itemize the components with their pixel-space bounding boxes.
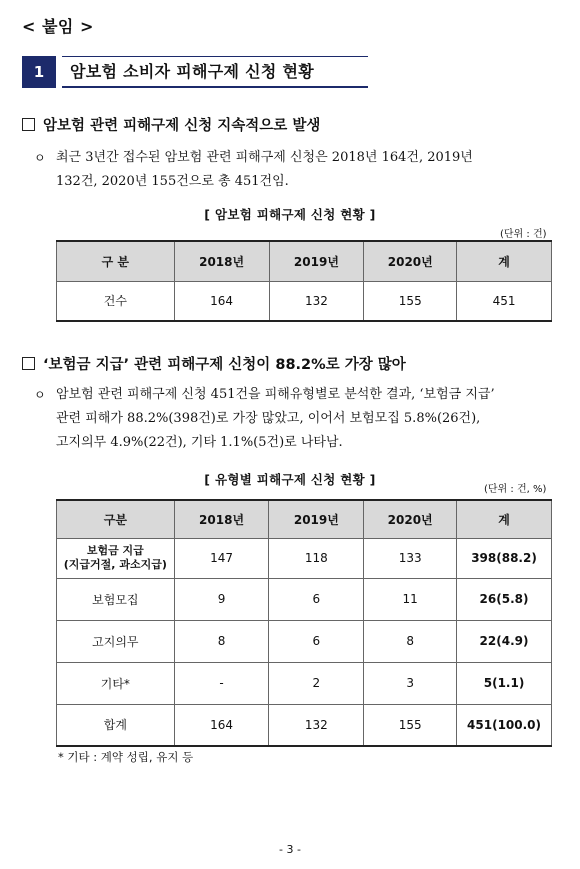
row-label <box>57 538 175 578</box>
table-2-caption: [ 유형별 피해구제 신청 현황 ] <box>204 472 376 487</box>
bullet-icon: ㅇ <box>34 388 46 402</box>
row-label-main: 보험금 지급 <box>86 544 144 557</box>
table-cell: 9 <box>174 578 269 620</box>
table-cell: 451 <box>457 281 552 321</box>
column-header: 계 <box>457 241 552 281</box>
table-cell: 132 <box>269 281 364 321</box>
column-header: 2020년 <box>364 500 457 538</box>
page-number: - 3 - <box>279 843 301 856</box>
column-header: 구 분 <box>57 241 175 281</box>
column-header: 2019년 <box>269 500 364 538</box>
paragraph-line: 132건, 2020년 155건으로 총 451건임. <box>56 174 289 189</box>
table-cell: 2 <box>269 662 364 704</box>
table-cell-total: 22(4.9) <box>457 620 552 662</box>
table-cell: 8 <box>364 620 457 662</box>
subheading-1 <box>22 114 320 135</box>
row-label: 합계 <box>57 704 175 746</box>
table-cell: - <box>174 662 269 704</box>
subheading-2 <box>22 353 406 374</box>
section-heading <box>22 56 368 88</box>
table-cell-total: 398(88.2) <box>457 538 552 578</box>
column-header: 2018년 <box>174 500 269 538</box>
row-label: 기타* <box>57 662 175 704</box>
table-cell-total: 5(1.1) <box>457 662 552 704</box>
table-cell: 6 <box>269 578 364 620</box>
table-cell: 118 <box>269 538 364 578</box>
row-label: 건수 <box>57 281 175 321</box>
table-cell: 155 <box>364 281 457 321</box>
table-cell: 155 <box>364 704 457 746</box>
table-cell: 133 <box>364 538 457 578</box>
table-1 <box>56 240 552 322</box>
table-2 <box>56 499 552 747</box>
table-row <box>57 578 552 620</box>
appendix-label: < 붙임 > <box>22 17 94 36</box>
table-2-unit: (단위 : 건, %) <box>484 484 547 495</box>
paragraph-2 <box>34 383 554 455</box>
subheading-1-text: 암보험 관련 피해구제 신청 지속적으로 발생 <box>43 118 321 134</box>
table-row <box>57 620 552 662</box>
table-header-row <box>57 500 552 538</box>
table-cell: 8 <box>174 620 269 662</box>
table-row-total <box>57 704 552 746</box>
paragraph-line: 최근 3년간 접수된 암보험 관련 피해구제 신청은 2018년 164건, 2019년 <box>56 150 473 165</box>
subheading-2-text: ‘보험금 지급’ 관련 피해구제 신청이 88.2%로 가장 많아 <box>43 357 406 373</box>
table-cell: 3 <box>364 662 457 704</box>
table-cell: 164 <box>174 704 269 746</box>
paragraph-line: 암보험 관련 피해구제 신청 451건을 피해유형별로 분석한 결과, ‘보험금 지급’ <box>56 387 495 402</box>
row-label: 고지의무 <box>57 620 175 662</box>
section-title: 암보험 소비자 피해구제 신청 현황 <box>70 62 315 81</box>
column-header: 2018년 <box>174 241 269 281</box>
table-cell-total: 26(5.8) <box>457 578 552 620</box>
checkbox-square-icon <box>22 118 35 131</box>
column-header: 계 <box>457 500 552 538</box>
table-1-caption: [ 암보험 피해구제 신청 현황 ] <box>204 207 376 222</box>
table-cell: 11 <box>364 578 457 620</box>
column-header: 구분 <box>57 500 175 538</box>
column-header: 2020년 <box>364 241 457 281</box>
table-header-row <box>57 241 552 281</box>
section-number: 1 <box>22 56 56 88</box>
table-cell: 164 <box>174 281 269 321</box>
row-label-sub: (지급거절, 과소지급) <box>63 558 167 571</box>
table-cell: 6 <box>269 620 364 662</box>
table-cell: 147 <box>174 538 269 578</box>
table-row <box>57 662 552 704</box>
footnote: * 기타 : 계약 성립, 유지 등 <box>58 750 194 764</box>
row-label: 보험모집 <box>57 578 175 620</box>
bullet-icon: ㅇ <box>34 151 46 165</box>
column-header: 2019년 <box>269 241 364 281</box>
table-row <box>57 538 552 578</box>
section-rule-bottom <box>62 86 368 88</box>
checkbox-square-icon <box>22 357 35 370</box>
table-cell: 132 <box>269 704 364 746</box>
paragraph-line: 고지의무 4.9%(22건), 기타 1.1%(5건)로 나타남. <box>56 435 343 450</box>
paragraph-line: 관련 피해가 88.2%(398건)로 가장 많았고, 이어서 보험모집 5.8%(26건), <box>56 411 481 426</box>
table-cell-total: 451(100.0) <box>457 704 552 746</box>
table-row <box>57 281 552 321</box>
table-1-unit: (단위 : 건) <box>500 229 547 240</box>
paragraph-1 <box>34 146 554 194</box>
